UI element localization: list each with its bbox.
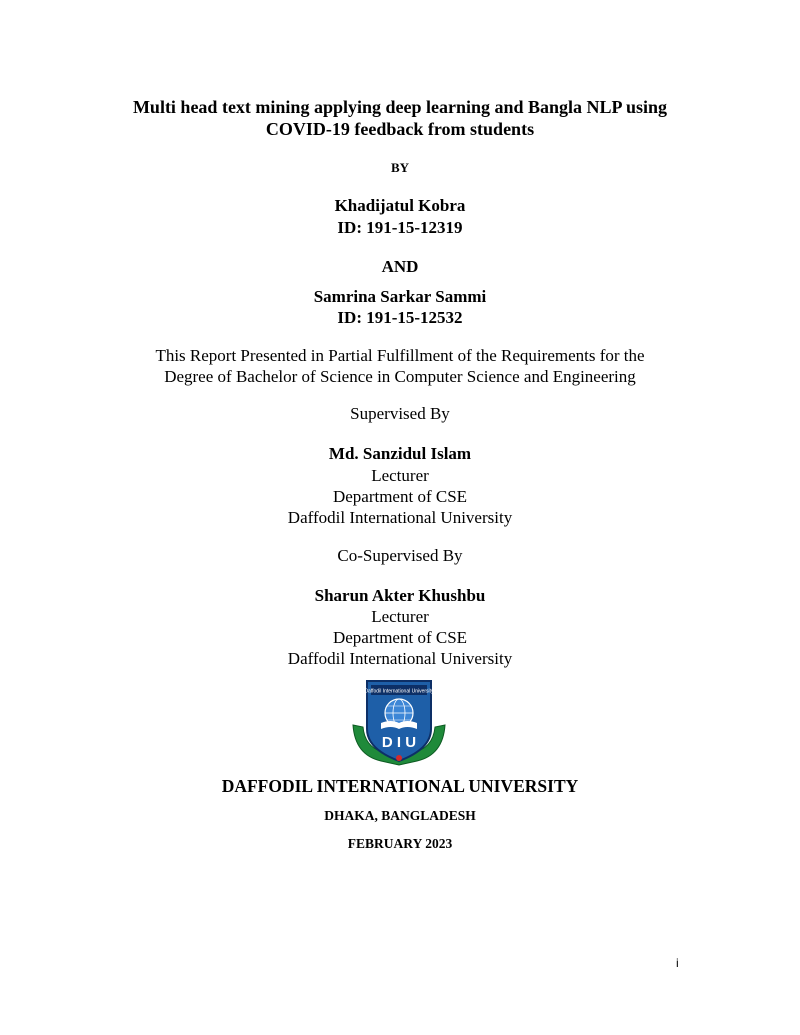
report-statement-line-2: Degree of Bachelor of Science in Computer Science and Engineering <box>164 367 636 386</box>
co-supervisor-name: Sharun Akter Khushbu <box>314 586 486 605</box>
author2-name: Samrina Sarkar Sammi <box>313 287 487 306</box>
and-label: AND <box>381 257 419 276</box>
supervisor-name: Md. Sanzidul Islam <box>328 444 472 463</box>
report-statement-line-1: This Report Presented in Partial Fulfillment of the Requirements for the <box>155 346 645 365</box>
author1-id: ID: 191-15-12319 <box>337 218 463 237</box>
page-number: i <box>676 956 679 970</box>
author2-id: ID: 191-15-12532 <box>337 308 463 327</box>
supervisor-title: Lecturer <box>371 466 429 485</box>
thesis-title-line-1: Multi head text mining applying deep learning and Bangla NLP using <box>132 97 668 117</box>
co-supervisor-university: Daffodil International University <box>287 649 513 668</box>
svg-text:D I U: D I U <box>381 734 417 751</box>
university-logo <box>351 677 447 767</box>
co-supervisor-department: Department of CSE <box>332 628 468 647</box>
author1-name: Khadijatul Kobra <box>334 196 466 215</box>
thesis-title-line-2: COVID-19 feedback from students <box>265 119 535 139</box>
by-label: BY <box>390 160 410 175</box>
location: DHAKA, BANGLADESH <box>324 808 476 823</box>
submission-date: FEBRUARY 2023 <box>347 836 453 851</box>
university-name: DAFFODIL INTERNATIONAL UNIVERSITY <box>221 776 579 796</box>
supervisor-department: Department of CSE <box>332 487 468 506</box>
co-supervised-by-label: Co-Supervised By <box>337 546 463 565</box>
svg-text:Daffodil International Univers: Daffodil International University <box>364 688 434 695</box>
supervised-by-label: Supervised By <box>350 404 450 423</box>
co-supervisor-title: Lecturer <box>371 607 429 626</box>
supervisor-university: Daffodil International University <box>287 508 513 527</box>
